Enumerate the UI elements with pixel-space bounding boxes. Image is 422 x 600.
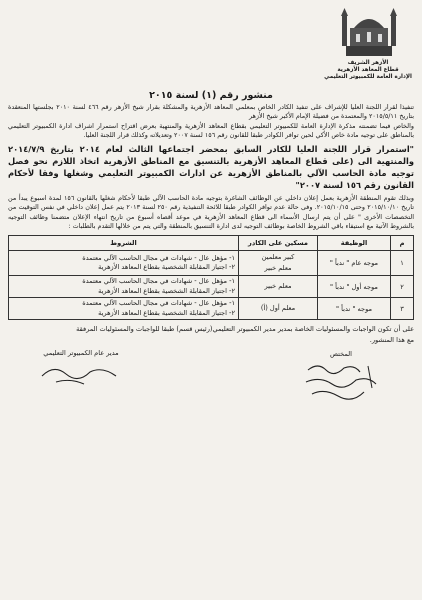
row-number: ٣ xyxy=(391,298,414,320)
director-signature-block xyxy=(26,348,136,388)
azhar-logo-icon xyxy=(338,8,400,60)
jobs-table xyxy=(8,235,414,320)
document-header xyxy=(8,6,414,90)
condition-line: ١- مؤهل عال - شهادات في مجال الحاسب الآلي معتمدة xyxy=(82,253,235,262)
condition-line: ١- مؤهل عال - شهادات في مجال الحاسب الآلي معتمدة xyxy=(82,299,235,308)
document-title: منشور رقم (١) لسنة ٢٠١٥ xyxy=(149,90,273,101)
candidate-grade: كبير معلمين xyxy=(261,253,295,262)
org-line: الأزهر الشريف xyxy=(347,60,389,66)
org-line: الإدارة العامة للكمبيوتر التعليمي xyxy=(324,74,412,80)
header-conditions: الشروط xyxy=(9,236,239,251)
row-number: ٢ xyxy=(391,276,414,298)
header-candidates: مسكين على الكادر xyxy=(239,236,318,251)
row-number: ١ xyxy=(391,251,414,276)
specialist-title: المختص xyxy=(330,349,352,358)
director-signature-icon xyxy=(36,358,126,388)
header-number: م xyxy=(391,236,414,251)
closing-line: مع هذا المنشور. xyxy=(369,336,414,345)
row-job: موجه أول " ندباً " xyxy=(318,276,391,298)
row-conditions xyxy=(9,251,239,276)
row-candidates xyxy=(239,276,318,298)
condition-line: ٢- اجتياز المقابلة الشخصية بقطاع المعاهد الأزهرية xyxy=(98,263,235,272)
header-job: الوظيفة xyxy=(318,236,391,251)
candidate-grade: معلم خبير xyxy=(264,282,292,291)
table-header-row xyxy=(9,236,414,251)
decision-paragraph: "استمرار قرار اللجنة العليا للكادر السابق بمحضر اجتماعها الثالث لعام ٢٠١٤ بتاريخ ٢٠١٤/٧/٩ والمنتهية الى (على قطاع المعاهد الأزهرية بالتنسيق مع المناطق الأزهرية اتخاذ اللازم نحو فصل توجيه مادة الحاسب الآلي بالمناطق الأزهرية عن ادارات الكمبيوتر التعليمي وشغلها وفقا لأحكام القانون رقم ١٥٦ لسنة ٢٠٠٧" xyxy=(8,144,414,191)
director-title: مدير عام الكمبيوتر التعليمي xyxy=(43,348,119,357)
responsibilities-note: على أن تكون الواجبات والمسئوليات الخاصة بمدير مدير الكمبيوتر التعليمي(رئيس قسم) طبقا للواجبات والمسئوليات المرفقة xyxy=(76,325,414,334)
table-row xyxy=(9,276,414,298)
row-conditions xyxy=(9,276,239,298)
intro-paragraph: تنفيذا لقرار اللجنة العليا للإشراف على تنفيذ الكادر الخاص بمعلمي المعاهد الأزهرية والمشكلة بقرار شيخ الأزهر رقم ٤٦٦ لسنة ٢٠١٠ بجلستها المنعقدة بتاريخ ٢٠١٥/٥/١١ والمعتمدة من فضيلة الإمام الأكبر شيخ الأزهر xyxy=(8,103,414,121)
table-row xyxy=(9,251,414,276)
signature-area xyxy=(8,348,414,418)
candidate-grade: معلم أول (أ) xyxy=(260,304,296,313)
row-job: موجه " ندباً " xyxy=(318,298,391,320)
row-candidates xyxy=(239,251,318,276)
announcement-paragraph: وبذلك تقوم المنطقة الأزهرية بعمل إعلان داخلي عن الوظائف الشاغرة بتوجيه مادة الحاسب الآلي طبقا لأحكام شغلها بالقانون ١٥٦ لمدة اسبوع يبدأ من تاريخ ٢٠١٥/١٠/١٠ وحتى ٢٠١٥/١٠/١٥. وفى حالة عدم توافر الكوادر طبقا للائحة التنفيذية رقم ٢٥٠ لسنة ٢٠١٣ يتم عمل إعلان داخلي في نفس التوقيت من التخصصات الأخرى " على أن يتم ارسال الأسماء الى قطاع المعاهد الأزهرية في موعد أقصاه أسبوع من تاريخ انتهاء الإعلان متضمنا وظائف التوجيه بالشروط الآتية مع استيفاء باقي الشروط الخاصة بوظائف التوجيه لدى ادارة التنسيق بالمنطقة والتي يتم من خلالها التقدم بالطلبات : xyxy=(8,194,414,231)
specialist-signature-block xyxy=(296,350,386,406)
table-row xyxy=(9,298,414,320)
candidate-grade: معلم خبير xyxy=(264,264,292,273)
row-conditions xyxy=(9,298,239,320)
condition-line: ٢- اجتياز المقابلة الشخصية بقطاع المعاهد الأزهرية xyxy=(98,308,235,317)
condition-line: ١- مؤهل عال - شهادات في مجال الحاسب الآلي معتمدة xyxy=(82,277,235,286)
intro-paragraph-2: والخاص فيما تضمنته مذكرة الإدارة العامة للكمبيوتر التعليمي بقطاع المعاهد الأزهرية والمنتهية بعرض اقتراح استمرار اشراف ادارة الكمبيوتر التعليمي بالمناطق على توجيه مادة خاص الأكي لحين توافر الكوادر طبقا للقانون رقم ١٥٦ لسنة ٢٠٠٧ وتعديلاته وكذلك قرار اللجنة العليا. xyxy=(8,121,414,139)
condition-line: ٢- اجتياز المقابلة الشخصية بقطاع المعاهد الأزهرية xyxy=(98,286,235,295)
handwritten-signature-icon xyxy=(298,358,384,406)
organization-name xyxy=(322,60,414,81)
row-job: موجه عام " ندباً " xyxy=(318,251,391,276)
org-line: قطاع المعاهد الأزهرية xyxy=(337,67,399,73)
row-candidates xyxy=(239,298,318,320)
